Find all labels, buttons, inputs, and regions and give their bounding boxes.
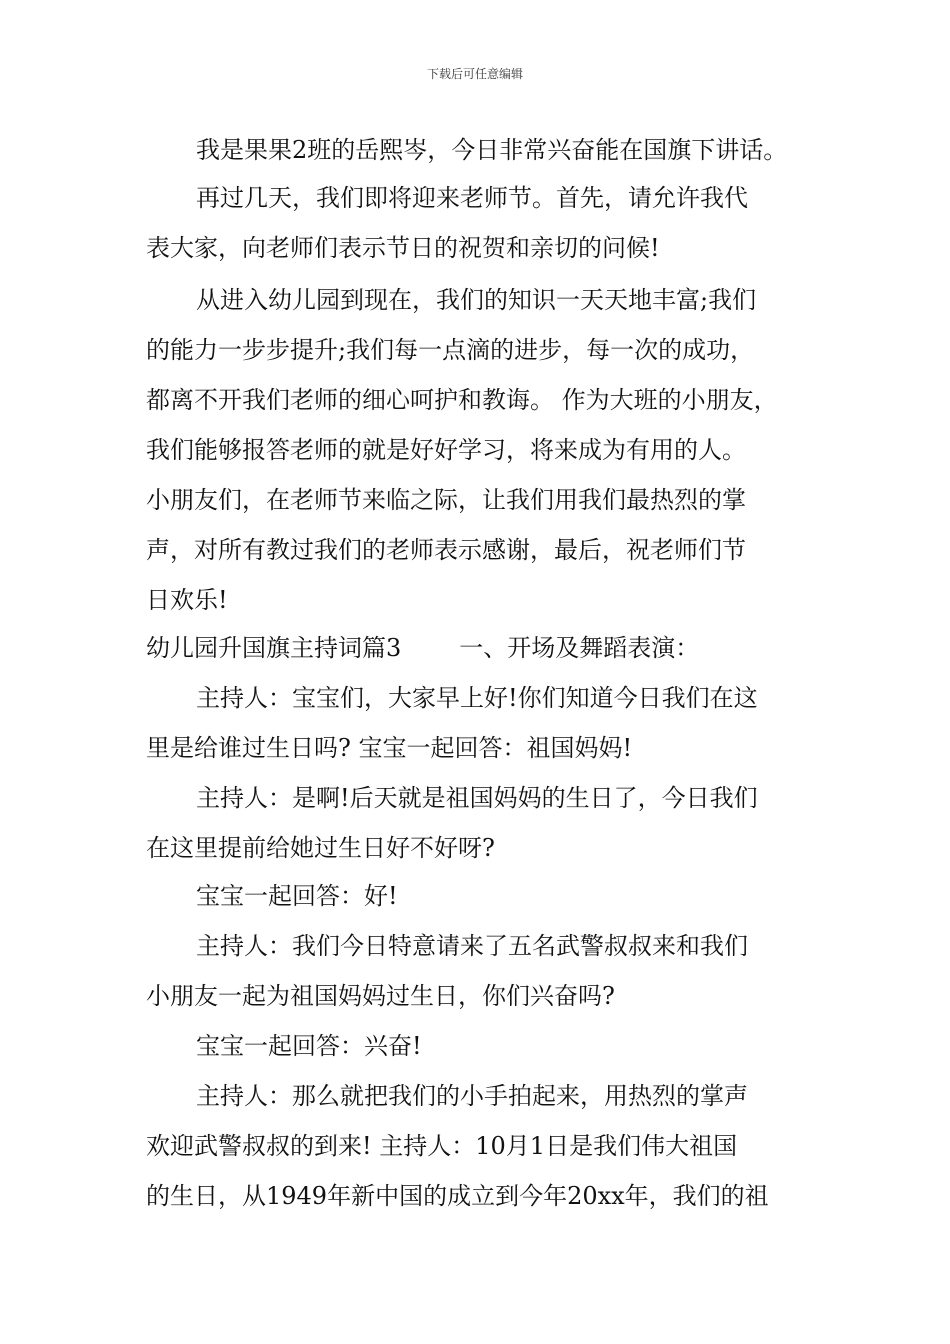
paragraph-line: 的生日，从1949年新中国的成立到今年20xx年，我们的祖 [146, 1182, 769, 1210]
paragraph-line: 我们能够报答老师的就是好好学习，将来成为有用的人。 [146, 436, 746, 464]
paragraph-line: 再过几天，我们即将迎来老师节。首先，请允许我代 [196, 184, 748, 212]
paragraph-line: 我是果果2班的岳熙岑，今日非常兴奋能在国旗下讲话。 [196, 136, 788, 164]
paragraph-line: 宝宝一起回答：兴奋! [196, 1032, 422, 1060]
paragraph-line: 主持人：我们今日特意请来了五名武警叔叔来和我们 [196, 932, 748, 960]
paragraph-line: 主持人：宝宝们，大家早上好!你们知道今日我们在这 [196, 684, 758, 712]
paragraph-line: 主持人：那么就把我们的小手拍起来，用热烈的掌声 [196, 1082, 748, 1110]
paragraph-line: 欢迎武警叔叔的到来! 主持人：10月1日是我们伟大祖国 [146, 1132, 738, 1160]
section-heading-line [146, 628, 699, 668]
page-header: 下载后可任意编辑 [426, 67, 523, 81]
paragraph-line: 小朋友一起为祖国妈妈过生日，你们兴奋吗? [146, 982, 615, 1010]
paragraph-line: 主持人：是啊!后天就是祖国妈妈的生日了，今日我们 [196, 784, 758, 812]
paragraph-line: 从进入幼儿园到现在，我们的知识一天天地丰富;我们 [196, 286, 757, 314]
paragraph-line: 小朋友们，在老师节来临之际，让我们用我们最热烈的掌 [146, 486, 746, 514]
paragraph-line: 表大家，向老师们表示节日的祝贺和亲切的问候! [146, 234, 660, 262]
section-title: 幼儿园升国旗主持词篇3 [146, 634, 402, 662]
paragraph-line: 里是给谁过生日吗? 宝宝一起回答：祖国妈妈! [146, 734, 633, 762]
section-subtitle: 一、开场及舞蹈表演： [459, 634, 700, 662]
paragraph-line: 声，对所有教过我们的老师表示感谢，最后，祝老师们节 [146, 536, 746, 564]
paragraph-line: 的能力一步步提升;我们每一点滴的进步，每一次的成功， [146, 336, 755, 364]
paragraph-line: 都离不开我们老师的细心呵护和教诲。 作为大班的小朋友， [146, 386, 778, 414]
paragraph-line: 宝宝一起回答：好! [196, 882, 398, 910]
paragraph-line: 日欢乐! [146, 586, 228, 614]
paragraph-line: 在这里提前给她过生日好不好呀? [146, 834, 495, 862]
